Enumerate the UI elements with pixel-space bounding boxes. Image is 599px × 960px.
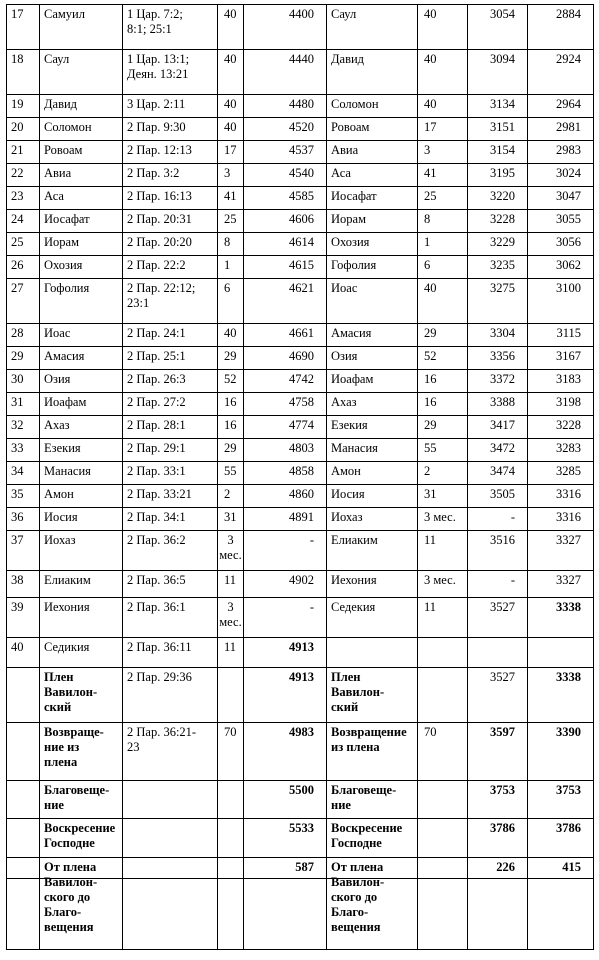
year-value-2: 3474 <box>468 462 528 485</box>
reign-years-2 <box>418 668 468 723</box>
table-row <box>7 141 594 164</box>
year-value-2 <box>468 638 528 668</box>
year-value-2: 3388 <box>468 393 528 416</box>
ruler-name-2: Давид <box>327 50 418 95</box>
scripture-reference: 2 Пар. 3:2 <box>123 164 218 187</box>
row-number: 37 <box>7 531 40 571</box>
year-value-1: 4690 <box>244 347 327 370</box>
reign-years: 40 <box>218 95 244 118</box>
summary-year-2: 226 <box>468 858 528 950</box>
year-value-2: 3527 <box>468 598 528 638</box>
year-value-1: 4742 <box>244 370 327 393</box>
summary-years-cell-2 <box>418 858 468 950</box>
ruler-name-2: Соломон <box>327 95 418 118</box>
row-number: 39 <box>7 598 40 638</box>
ruler-name-2: Иоафам <box>327 370 418 393</box>
row-number: 40 <box>7 638 40 668</box>
reign-years-2: 11 <box>418 531 468 571</box>
reign-years <box>218 668 244 723</box>
scripture-reference: 2 Пар. 16:13 <box>123 187 218 210</box>
table-row <box>7 571 594 598</box>
row-number: 31 <box>7 393 40 416</box>
ruler-name: Иорам <box>40 233 123 256</box>
year-value-2: 3417 <box>468 416 528 439</box>
year-value-2: 3372 <box>468 370 528 393</box>
scripture-reference: 2 Пар. 27:2 <box>123 393 218 416</box>
year-value-3: 3183 <box>528 370 594 393</box>
ruler-name: Седикия <box>40 638 123 668</box>
reign-years-2: 1 <box>418 233 468 256</box>
ruler-name: Соломон <box>40 118 123 141</box>
summary-year-1: 587 <box>244 858 327 950</box>
table-row <box>7 723 594 781</box>
reign-years: 6 <box>218 279 244 324</box>
year-value-3: 3786 <box>528 819 594 879</box>
ruler-name-2: Иоас <box>327 279 418 324</box>
year-value-1: 4615 <box>244 256 327 279</box>
row-number: 17 <box>7 5 40 50</box>
reign-years-2: 17 <box>418 118 468 141</box>
scripture-reference: 2 Пар. 34:1 <box>123 508 218 531</box>
table-row <box>7 95 594 118</box>
row-number <box>7 668 40 723</box>
ruler-name: Иосафат <box>40 210 123 233</box>
ruler-name-2: Охозия <box>327 233 418 256</box>
ruler-name-2: Воскресение Господне <box>327 819 418 879</box>
ruler-name: Гофолия <box>40 279 123 324</box>
reign-years: 1 <box>218 256 244 279</box>
ruler-name-2: Езекия <box>327 416 418 439</box>
ruler-name: Плен Вавилон- ский <box>40 668 123 723</box>
scripture-reference: 1 Цар. 13:1; Деян. 13:21 <box>123 50 218 95</box>
year-value-3: 3285 <box>528 462 594 485</box>
year-value-2: - <box>468 571 528 598</box>
year-value-1: 4585 <box>244 187 327 210</box>
year-value-3: 3390 <box>528 723 594 781</box>
ruler-name-2: Амасия <box>327 324 418 347</box>
year-value-2: 3228 <box>468 210 528 233</box>
ruler-name-2: Гофолия <box>327 256 418 279</box>
reign-years-2: 16 <box>418 393 468 416</box>
year-value-1: 4758 <box>244 393 327 416</box>
reign-years: 11 <box>218 571 244 598</box>
ruler-name: Благовеще- ние <box>40 781 123 819</box>
ruler-name-2: Седекия <box>327 598 418 638</box>
table-row <box>7 187 594 210</box>
row-number: 25 <box>7 233 40 256</box>
reign-years-2: 31 <box>418 485 468 508</box>
ruler-name: Давид <box>40 95 123 118</box>
year-value-3 <box>528 638 594 668</box>
reign-years-2: 3 мес. <box>418 571 468 598</box>
reign-years-2 <box>418 638 468 668</box>
ruler-name: Иосия <box>40 508 123 531</box>
year-value-2: 3516 <box>468 531 528 571</box>
year-value-3: 3062 <box>528 256 594 279</box>
year-value-3: 3024 <box>528 164 594 187</box>
year-value-2: 3235 <box>468 256 528 279</box>
reign-years-2: 70 <box>418 723 468 781</box>
year-value-2: 3304 <box>468 324 528 347</box>
reign-years: 16 <box>218 393 244 416</box>
reign-years-2: 3 мес. <box>418 508 468 531</box>
year-value-1: 4520 <box>244 118 327 141</box>
reign-years-2: 40 <box>418 95 468 118</box>
year-value-2: 3753 <box>468 781 528 819</box>
ruler-name-2: Елиаким <box>327 531 418 571</box>
scripture-reference: 3 Цар. 2:11 <box>123 95 218 118</box>
scripture-reference: 2 Пар. 20:31 <box>123 210 218 233</box>
table-row <box>7 5 594 50</box>
table-row <box>7 50 594 95</box>
year-value-2: 3597 <box>468 723 528 781</box>
summary-row <box>7 858 594 950</box>
ruler-name: Езекия <box>40 439 123 462</box>
year-value-3: 2884 <box>528 5 594 50</box>
year-value-2: 3054 <box>468 5 528 50</box>
table-row <box>7 781 594 819</box>
scripture-reference: 2 Пар. 33:1 <box>123 462 218 485</box>
year-value-1: 4400 <box>244 5 327 50</box>
year-value-1: - <box>244 598 327 638</box>
reign-years-2: 3 <box>418 141 468 164</box>
summary-ref-cell <box>123 858 218 950</box>
scripture-reference: 2 Пар. 24:1 <box>123 324 218 347</box>
table-row <box>7 439 594 462</box>
year-value-1: 4891 <box>244 508 327 531</box>
row-number: 34 <box>7 462 40 485</box>
row-number: 21 <box>7 141 40 164</box>
ruler-name: Елиаким <box>40 571 123 598</box>
ruler-name-2: Иосафат <box>327 187 418 210</box>
summary-label: От плена Вавилон- ского до Благо- вещения <box>40 858 123 950</box>
row-number: 26 <box>7 256 40 279</box>
year-value-1: 4621 <box>244 279 327 324</box>
reign-years: 3 мес. <box>218 598 244 638</box>
reign-years-2: 11 <box>418 598 468 638</box>
ruler-name: Ахаз <box>40 416 123 439</box>
ruler-name-2: Плен Вавилон- ский <box>327 668 418 723</box>
year-value-1: 5500 <box>244 781 327 819</box>
reign-years: 3 мес. <box>218 531 244 571</box>
scripture-reference: 2 Пар. 12:13 <box>123 141 218 164</box>
scripture-reference: 2 Пар. 22:12; 23:1 <box>123 279 218 324</box>
ruler-name-2: Возвращение из плена <box>327 723 418 781</box>
year-value-3: 3198 <box>528 393 594 416</box>
year-value-2: 3094 <box>468 50 528 95</box>
reign-years-2: 25 <box>418 187 468 210</box>
row-number: 19 <box>7 95 40 118</box>
table-row <box>7 210 594 233</box>
reign-years: 40 <box>218 324 244 347</box>
ruler-name: Воскресение Господне <box>40 819 123 879</box>
scripture-reference: 1 Цар. 7:2; 8:1; 25:1 <box>123 5 218 50</box>
scripture-reference: 2 Пар. 28:1 <box>123 416 218 439</box>
year-value-3: 3100 <box>528 279 594 324</box>
year-value-1: 5533 <box>244 819 327 879</box>
scripture-reference: 2 Пар. 20:20 <box>123 233 218 256</box>
year-value-2: 3220 <box>468 187 528 210</box>
year-value-1: 4902 <box>244 571 327 598</box>
reign-years: 29 <box>218 439 244 462</box>
year-value-1: 4440 <box>244 50 327 95</box>
row-number <box>7 723 40 781</box>
year-value-3: 3327 <box>528 531 594 571</box>
year-value-1: 4913 <box>244 668 327 723</box>
reign-years: 41 <box>218 187 244 210</box>
row-number: 22 <box>7 164 40 187</box>
table-row <box>7 598 594 638</box>
year-value-3: 3316 <box>528 508 594 531</box>
year-value-3: 3316 <box>528 485 594 508</box>
row-number: 30 <box>7 370 40 393</box>
reign-years-2: 29 <box>418 416 468 439</box>
year-value-1: 4803 <box>244 439 327 462</box>
row-number: 29 <box>7 347 40 370</box>
ruler-name: Возвраще- ние из плена <box>40 723 123 781</box>
ruler-name: Ровоам <box>40 141 123 164</box>
reign-years-2: 41 <box>418 164 468 187</box>
year-value-2: 3154 <box>468 141 528 164</box>
table-row <box>7 416 594 439</box>
row-number: 18 <box>7 50 40 95</box>
ruler-name-2: Амон <box>327 462 418 485</box>
year-value-1: - <box>244 531 327 571</box>
year-value-2: - <box>468 508 528 531</box>
ruler-name: Иехония <box>40 598 123 638</box>
year-value-3: 3753 <box>528 781 594 819</box>
reign-years-2: 40 <box>418 279 468 324</box>
ruler-name: Иоас <box>40 324 123 347</box>
table-row <box>7 668 594 723</box>
reign-years-2: 8 <box>418 210 468 233</box>
table-row <box>7 279 594 324</box>
scripture-reference: 2 Пар. 33:21 <box>123 485 218 508</box>
reign-years: 55 <box>218 462 244 485</box>
table-row <box>7 531 594 571</box>
reign-years: 3 <box>218 164 244 187</box>
row-number: 23 <box>7 187 40 210</box>
year-value-2: 3356 <box>468 347 528 370</box>
row-number: 27 <box>7 279 40 324</box>
table-row <box>7 324 594 347</box>
reign-years: 40 <box>218 5 244 50</box>
ruler-name: Амасия <box>40 347 123 370</box>
year-value-3: 2924 <box>528 50 594 95</box>
ruler-name: Охозия <box>40 256 123 279</box>
ruler-name-2: Озия <box>327 347 418 370</box>
reign-years-2: 16 <box>418 370 468 393</box>
row-number: 36 <box>7 508 40 531</box>
year-value-3: 3055 <box>528 210 594 233</box>
table-row <box>7 164 594 187</box>
reign-years: 40 <box>218 50 244 95</box>
year-value-3: 3338 <box>528 598 594 638</box>
year-value-3: 3338 <box>528 668 594 723</box>
reign-years-2: 6 <box>418 256 468 279</box>
scripture-reference: 2 Пар. 9:30 <box>123 118 218 141</box>
scripture-reference: 2 Пар. 26:3 <box>123 370 218 393</box>
reign-years: 17 <box>218 141 244 164</box>
scripture-reference: 2 Пар. 22:2 <box>123 256 218 279</box>
ruler-name-2 <box>327 638 418 668</box>
year-value-3: 3056 <box>528 233 594 256</box>
scripture-reference: 2 Пар. 36:2 <box>123 531 218 571</box>
reign-years <box>218 781 244 819</box>
scripture-reference: 2 Пар. 29:36 <box>123 668 218 723</box>
year-value-3: 3115 <box>528 324 594 347</box>
ruler-name-2: Иорам <box>327 210 418 233</box>
ruler-name: Авиа <box>40 164 123 187</box>
year-value-2: 3229 <box>468 233 528 256</box>
ruler-name: Манасия <box>40 462 123 485</box>
reign-years-2: 55 <box>418 439 468 462</box>
ruler-name-2: Иехония <box>327 571 418 598</box>
reign-years: 2 <box>218 485 244 508</box>
year-value-3: 3167 <box>528 347 594 370</box>
year-value-2: 3527 <box>468 668 528 723</box>
row-number: 28 <box>7 324 40 347</box>
summary-table <box>6 857 594 950</box>
table-row <box>7 233 594 256</box>
scripture-reference: 2 Пар. 36:1 <box>123 598 218 638</box>
reign-years: 31 <box>218 508 244 531</box>
year-value-3: 2981 <box>528 118 594 141</box>
table-row <box>7 508 594 531</box>
table-row <box>7 638 594 668</box>
reign-years: 8 <box>218 233 244 256</box>
scripture-reference: 2 Пар. 36:11 <box>123 638 218 668</box>
reign-years-2: 52 <box>418 347 468 370</box>
row-number: 33 <box>7 439 40 462</box>
reign-years: 16 <box>218 416 244 439</box>
year-value-2: 3505 <box>468 485 528 508</box>
year-value-1: 4860 <box>244 485 327 508</box>
year-value-2: 3195 <box>468 164 528 187</box>
year-value-1: 4480 <box>244 95 327 118</box>
year-value-3: 3228 <box>528 416 594 439</box>
ruler-name-2: Ровоам <box>327 118 418 141</box>
reign-years: 29 <box>218 347 244 370</box>
year-value-2: 3786 <box>468 819 528 879</box>
year-value-1: 4774 <box>244 416 327 439</box>
year-value-1: 4661 <box>244 324 327 347</box>
ruler-name-2: Авиа <box>327 141 418 164</box>
scripture-reference: 2 Пар. 36:5 <box>123 571 218 598</box>
table-row <box>7 393 594 416</box>
ruler-name: Озия <box>40 370 123 393</box>
ruler-name: Амон <box>40 485 123 508</box>
summary-number-cell <box>7 858 40 950</box>
year-value-3: 2983 <box>528 141 594 164</box>
scripture-reference: 2 Пар. 25:1 <box>123 347 218 370</box>
year-value-1: 4540 <box>244 164 327 187</box>
year-value-1: 4913 <box>244 638 327 668</box>
year-value-3: 2964 <box>528 95 594 118</box>
ruler-name: Иоафам <box>40 393 123 416</box>
ruler-name-2: Манасия <box>327 439 418 462</box>
reign-years: 25 <box>218 210 244 233</box>
reign-years: 40 <box>218 118 244 141</box>
reign-years: 70 <box>218 723 244 781</box>
ruler-name-2: Иохаз <box>327 508 418 531</box>
reign-years-2: 40 <box>418 50 468 95</box>
scripture-reference <box>123 781 218 819</box>
table-row <box>7 118 594 141</box>
ruler-name-2: Ахаз <box>327 393 418 416</box>
table-row <box>7 370 594 393</box>
ruler-name-2: Саул <box>327 5 418 50</box>
ruler-name: Аса <box>40 187 123 210</box>
table-row <box>7 256 594 279</box>
ruler-name-2: Аса <box>327 164 418 187</box>
row-number: 38 <box>7 571 40 598</box>
table-row <box>7 485 594 508</box>
year-value-1: 4983 <box>244 723 327 781</box>
year-value-3: 3327 <box>528 571 594 598</box>
ruler-name-2: Благовеще- ние <box>327 781 418 819</box>
table-row <box>7 347 594 370</box>
summary-year-3: 415 <box>528 858 594 950</box>
year-value-2: 3134 <box>468 95 528 118</box>
row-number: 32 <box>7 416 40 439</box>
row-number: 20 <box>7 118 40 141</box>
row-number: 35 <box>7 485 40 508</box>
year-value-2: 3472 <box>468 439 528 462</box>
ruler-name: Самуил <box>40 5 123 50</box>
scripture-reference: 2 Пар. 29:1 <box>123 439 218 462</box>
year-value-3: 3283 <box>528 439 594 462</box>
year-value-2: 3151 <box>468 118 528 141</box>
row-number: 24 <box>7 210 40 233</box>
year-value-1: 4858 <box>244 462 327 485</box>
row-number <box>7 781 40 819</box>
reign-years-2: 29 <box>418 324 468 347</box>
chronology-table <box>6 4 594 879</box>
year-value-3: 3047 <box>528 187 594 210</box>
reign-years: 52 <box>218 370 244 393</box>
ruler-name-2: Иосия <box>327 485 418 508</box>
scripture-reference: 2 Пар. 36:21- 23 <box>123 723 218 781</box>
table-row <box>7 462 594 485</box>
ruler-name: Саул <box>40 50 123 95</box>
year-value-1: 4614 <box>244 233 327 256</box>
reign-years-2: 40 <box>418 5 468 50</box>
year-value-1: 4537 <box>244 141 327 164</box>
summary-years-cell <box>218 858 244 950</box>
reign-years-2: 2 <box>418 462 468 485</box>
year-value-2: 3275 <box>468 279 528 324</box>
summary-label-2: От плена Вавилон- ского до Благо- вещения <box>327 858 418 950</box>
reign-years-2 <box>418 781 468 819</box>
year-value-1: 4606 <box>244 210 327 233</box>
reign-years: 11 <box>218 638 244 668</box>
ruler-name: Иохаз <box>40 531 123 571</box>
